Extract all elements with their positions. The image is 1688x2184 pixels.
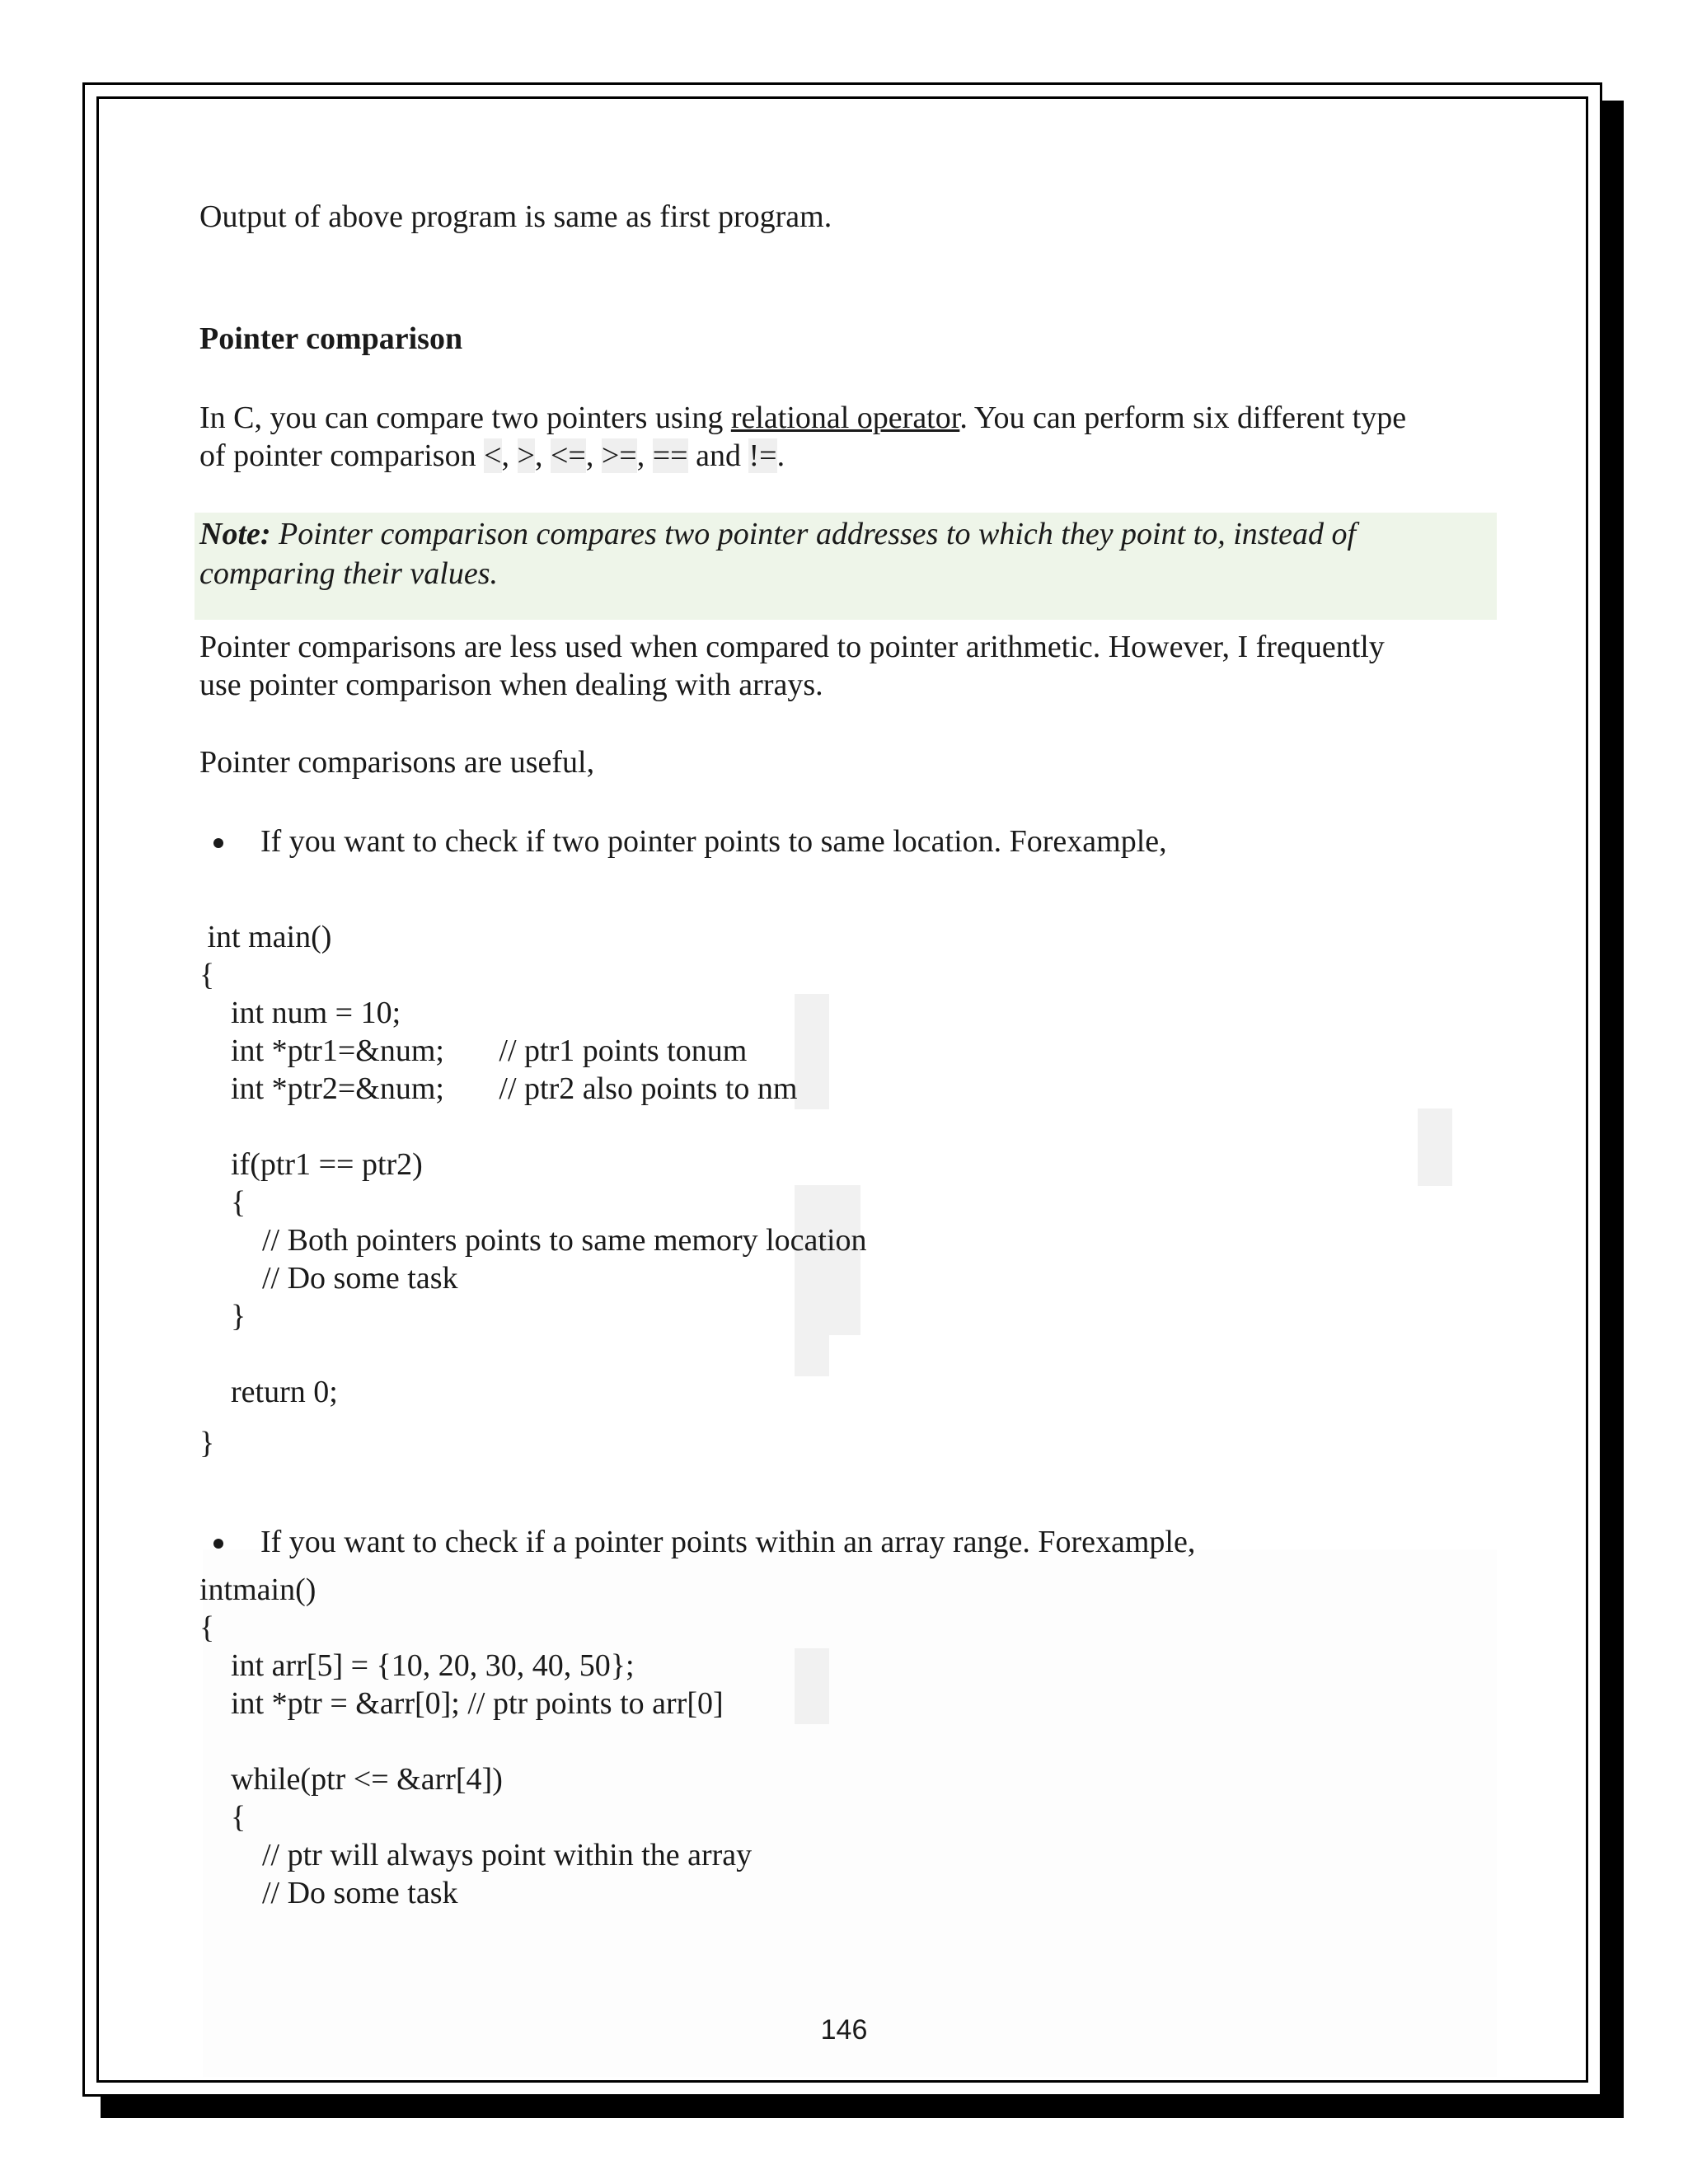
code-line: int main() xyxy=(199,920,332,954)
code-line: } xyxy=(199,1426,215,1460)
code-line: intmain() xyxy=(199,1572,316,1607)
code-line: int *ptr = &arr[0]; // ptr points to arr[0] xyxy=(199,1686,724,1721)
code-line: { xyxy=(199,1185,246,1220)
code-line: { xyxy=(199,1800,246,1835)
note-line: comparing their values. xyxy=(199,556,499,591)
code-line: // Do some task xyxy=(199,1876,458,1910)
section-heading: Pointer comparison xyxy=(199,321,463,356)
code-line: int arr[5] = {10, 20, 30, 40, 50}; xyxy=(199,1648,635,1683)
note-line: Note: Pointer comparison compares two pointer addresses to which they point to, instead of xyxy=(199,517,1357,551)
code-line: int *ptr2=&num; // ptr2 also points to nm xyxy=(199,1071,798,1106)
code-line: int num = 10; xyxy=(199,996,401,1030)
bullet-icon xyxy=(213,838,223,848)
paragraph-line: use pointer comparison when dealing with arrays. xyxy=(199,668,823,702)
bullet-item: If you want to check if two pointer points to same location. Forexample, xyxy=(260,824,1167,859)
paragraph-line: In C, you can compare two pointers using relational operator. You can perform six different type xyxy=(199,401,1407,435)
operator-chip: != xyxy=(748,438,777,473)
code-line: int *ptr1=&num; // ptr1 points tonum xyxy=(199,1033,748,1068)
operator-chip: >= xyxy=(601,438,637,473)
operator-chip: == xyxy=(652,438,688,473)
shade-block xyxy=(1418,1108,1452,1186)
code-line: // Both pointers points to same memory location xyxy=(199,1223,867,1258)
operator-chip: < xyxy=(484,438,502,473)
faint-background-panel xyxy=(203,1549,1497,2077)
note-callout xyxy=(195,513,1497,620)
note-label: Note: xyxy=(199,517,271,551)
bullet-item: If you want to check if a pointer points within an array range. Forexample, xyxy=(260,1525,1196,1559)
shade-block xyxy=(795,1335,829,1376)
paragraph-line: of pointer comparison <, >, <=, >=, == and !=. xyxy=(199,438,785,473)
code-line: if(ptr1 == ptr2) xyxy=(199,1147,423,1182)
shade-block xyxy=(795,1648,829,1724)
code-line: // Do some task xyxy=(199,1261,458,1296)
operator-chip: > xyxy=(517,438,535,473)
code-line: { xyxy=(199,958,215,992)
code-line: return 0; xyxy=(199,1375,338,1409)
code-line: // ptr will always point within the array xyxy=(199,1838,753,1872)
code-line: } xyxy=(199,1299,246,1333)
shade-block xyxy=(795,1185,860,1335)
bullet-icon xyxy=(213,1539,223,1549)
paragraph-line: Pointer comparisons are useful, xyxy=(199,745,595,780)
shade-block xyxy=(795,994,829,1109)
code-line: { xyxy=(199,1610,215,1645)
page-number: 146 xyxy=(820,2014,868,2046)
intro-text: Output of above program is same as first program. xyxy=(199,199,832,234)
operator-chip: <= xyxy=(550,438,586,473)
code-line: while(ptr <= &arr[4]) xyxy=(199,1762,503,1797)
relational-operator-link[interactable]: relational operator xyxy=(730,401,960,435)
paragraph-line: Pointer comparisons are less used when compared to pointer arithmetic. However, I frequently xyxy=(199,630,1385,664)
